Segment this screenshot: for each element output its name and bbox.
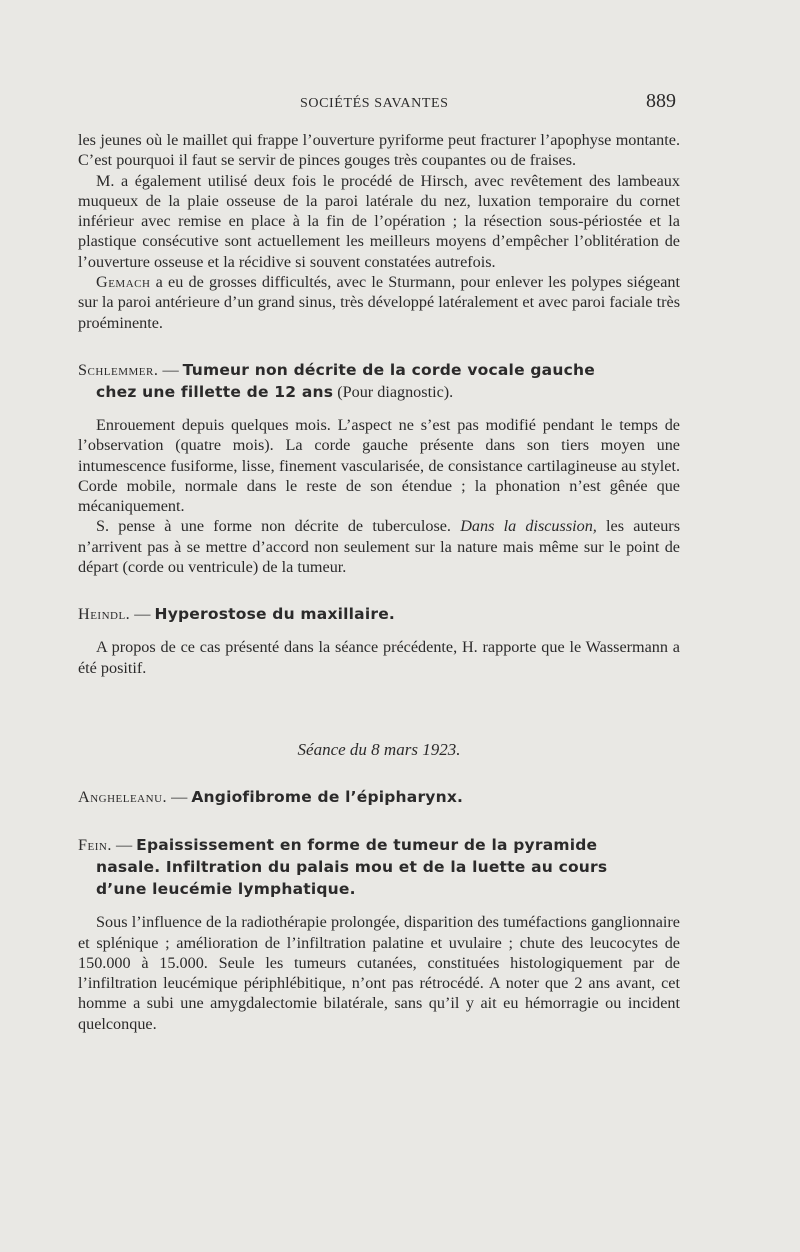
author-angheleanu: Angheleanu. [78, 788, 168, 807]
paragraph-gemach [78, 272, 680, 333]
heading-schlemmer [78, 359, 680, 403]
author-fein: Fein. [78, 836, 112, 855]
paragraph-hirsch-procedure: M. a également utilisé deux fois le procédé de Hirsch, avec revêtement des lambeaux muqueux de la plaie osseuse de la paroi latérale du nez, luxation temporaire du cornet inférieur avec remise en place à la fin de l’opération ; la résection sous-périostée et la plastique consécutive sont actuellement les meilleurs moyens d’empêcher l’oblitération de l’ouverture osseuse et la récidive si souvent constatées autrefois. [78, 171, 680, 271]
heading-fein [78, 834, 680, 900]
paragraph-radiotherapie: Sous l’influence de la radiothérapie prolongée, disparition des tuméfactions ganglionnaire et splénique ; amélioration de l’infiltration palatine et uvulaire ; chute des leucocytes de 150.000 à 15.000. Seule les tumeurs cutanées, constituées histologiquement par de l’infiltration leucémique périphlébitique, n’ont pas rétrocédé. A noter que 2 ans avant, cet homme a subi une amygdalectomie bilatérale, sans qu’il y ait eu hémorragie ou incident quelconque. [78, 913, 680, 1033]
paragraph-enrouement: Enrouement depuis quelques mois. L’aspect ne s’est pas modifié pendant le temps de l’observation (quatre mois). La corde gauche présente dans son tiers moyen une intumescence fusiforme, lisse, finement vascularisée, de consistance cartilagineuse au stylet. Corde mobile, normale dans le reste de son étendue ; la phonation n’est gênée que mécaniquement. [78, 415, 680, 516]
paragraph-gemach-text: a eu de grosses difficultés, avec le Sturmann, pour enlever les polypes siégeant sur la paroi antérieure d’un grand sinus, très développé latéralement et avec paroi faciale très proéminente. [78, 273, 680, 332]
dash: — [130, 605, 155, 624]
dash: — [167, 788, 192, 807]
heading-angheleanu [78, 786, 680, 808]
title-schlemmer-a: Tumeur non décrite de la corde vocale gauche [182, 360, 595, 379]
dash: — [158, 360, 183, 379]
paragraph-tuberculose-a: S. pense à une forme non décrite de tuberculose. [96, 517, 461, 536]
discussion-italic: Dans la discussion, [460, 517, 597, 536]
author-schlemmer: Schlemmer. [78, 360, 159, 379]
title-fein-b: nasale. Infiltration du palais mou et de la luette au cours [96, 858, 608, 877]
page-number: 889 [646, 90, 676, 112]
author-heindl: Heindl. [78, 605, 131, 624]
title-schlemmer-note: (Pour diagnostic). [333, 382, 454, 401]
dash: — [111, 836, 137, 855]
title-fein-c: d’une leucémie lymphatique. [96, 880, 356, 899]
paragraph-wassermann: A propos de ce cas présenté dans la séance précédente, H. rapporte que le Wassermann a été positif. [78, 638, 680, 677]
paragraph-continuation: les jeunes où le maillet qui frappe l’ouverture pyriforme peut fracturer l’apophyse montante. C’est pourquoi il faut se servir de pinces gouges très coupantes ou de fraises. [78, 131, 680, 170]
heading-heindl [78, 603, 680, 625]
title-heindl: Hyperostose du maxillaire. [154, 605, 396, 624]
author-gemach: Gemach [96, 273, 151, 292]
title-schlemmer-b: chez une fillette de 12 ans [96, 382, 334, 401]
page-body [78, 130, 680, 1034]
running-header: SOCIÉTÉS SAVANTES [300, 96, 449, 111]
paragraph-tuberculose [78, 516, 680, 577]
title-fein-a: Epaississement en forme de tumeur de la pyramide [136, 836, 598, 855]
session-date: Séance du 8 mars 1923. [297, 739, 461, 759]
title-angheleanu: Angiofibrome de l’épipharynx. [191, 788, 464, 807]
paragraph-tuberculose-b: les auteurs n’arrivent pas à se mettre d’accord non seulement sur la nature mais même sur le point de départ (corde ou ventricule) de la tumeur. [78, 517, 680, 577]
